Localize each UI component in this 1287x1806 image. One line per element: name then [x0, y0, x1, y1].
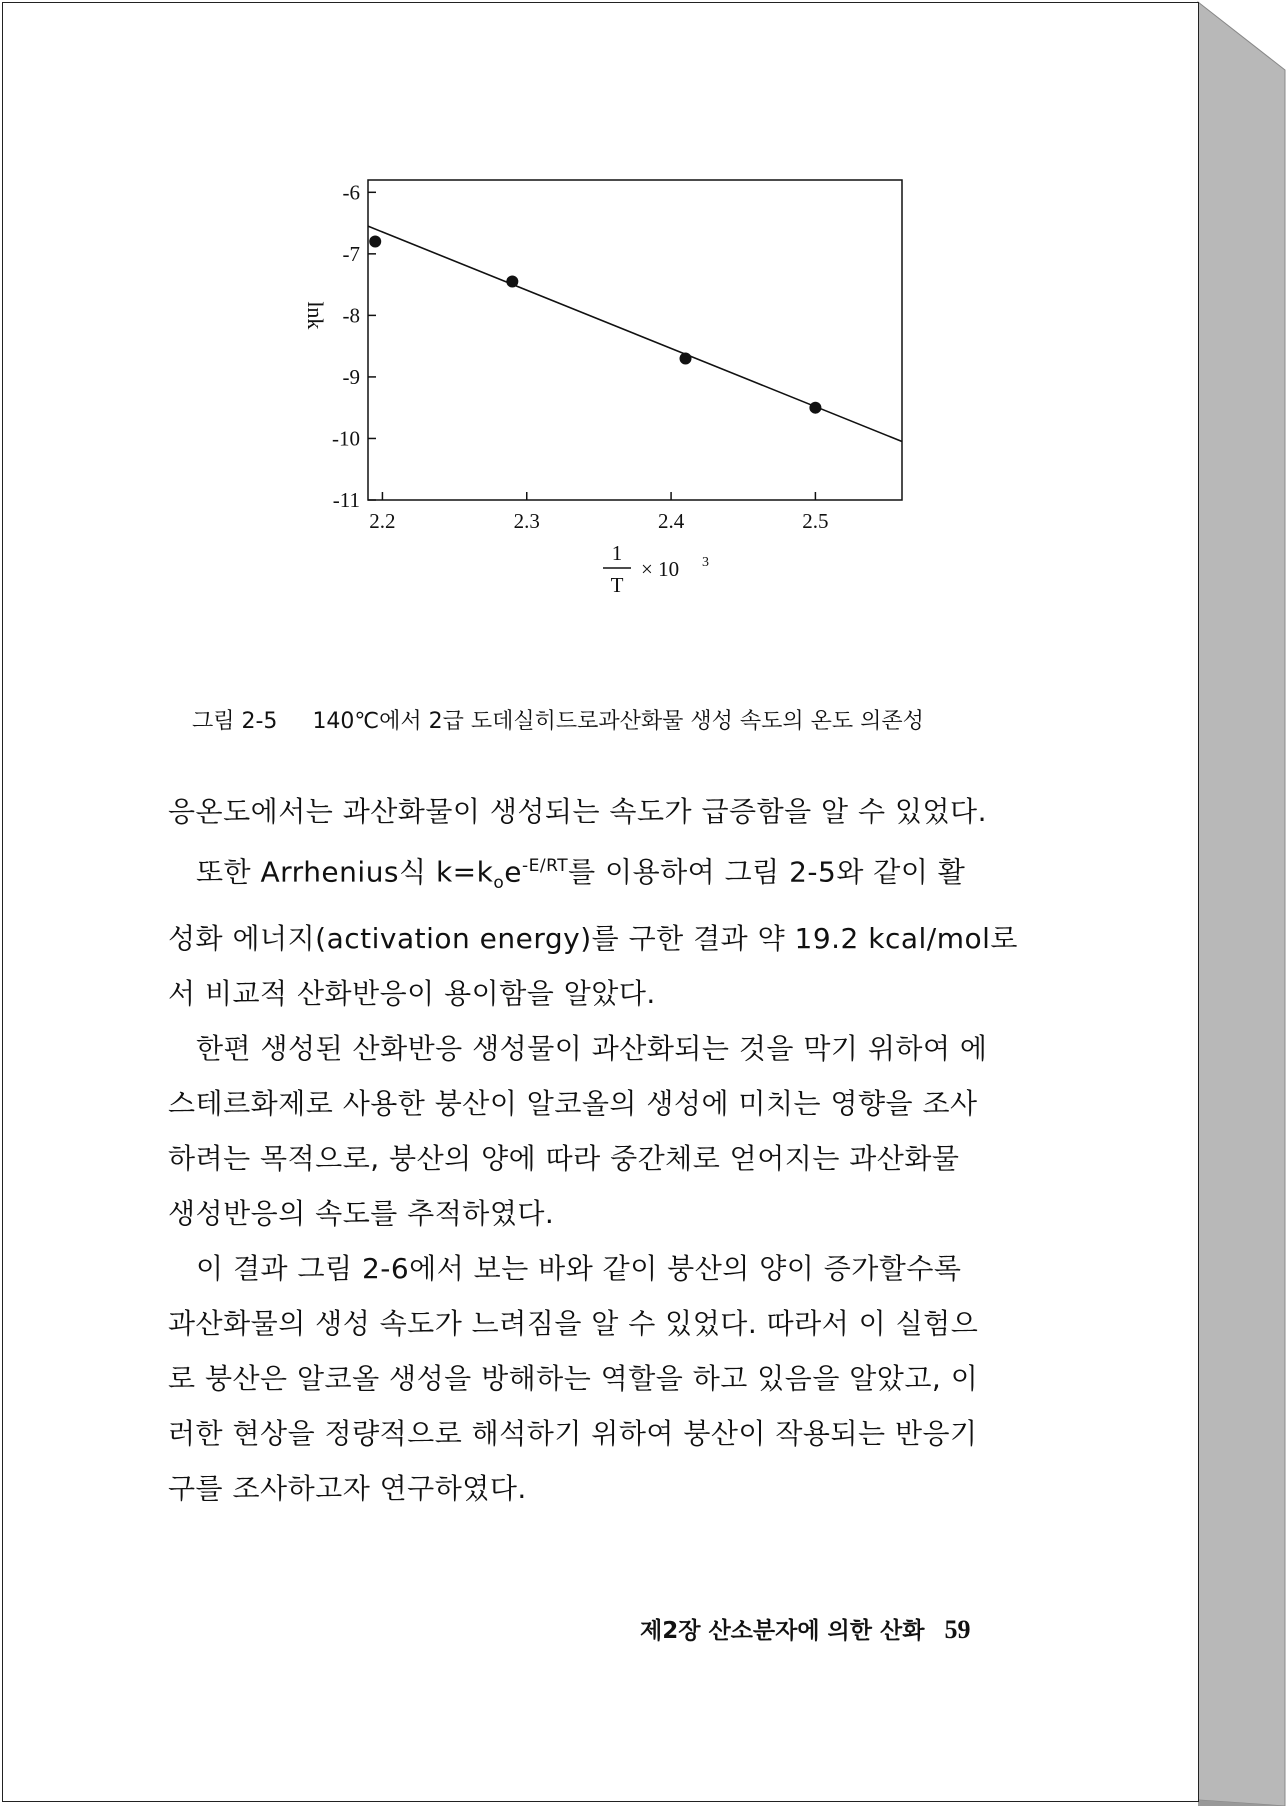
- text-line: 한편 생성된 산화반응 생성물이 과산화되는 것을 막기 위하여 에: [196, 1031, 988, 1065]
- text-line: 응온도에서는 과산화물이 생성되는 속도가 급증함을 알 수 있었다.: [168, 795, 988, 828]
- x-label-exponent: 3: [702, 555, 709, 570]
- text-line: 과산화물의 생성 속도가 느려짐을 알 수 있었다. 따라서 이 실험으: [168, 1306, 979, 1340]
- x-tick-label: 2.2: [369, 509, 396, 533]
- formula-subscript: o: [493, 872, 505, 893]
- x-tick-label: 2.4: [657, 509, 685, 533]
- caption-number: 그림 2-5: [192, 709, 278, 734]
- paragraph-3: [168, 1021, 1058, 1241]
- x-tick-label: 2.5: [802, 509, 829, 533]
- data-point: [809, 402, 821, 414]
- y-axis-label: lnk: [303, 301, 328, 330]
- formula-superscript: -E/RT: [522, 856, 569, 876]
- text-line: 서 비교적 산화반응이 용이함을 알았다.: [168, 976, 656, 1010]
- text-line: 생성반응의 속도를 추적하였다.: [168, 1196, 555, 1230]
- text-line: 하려는 목적으로, 붕산의 양에 따라 중간체로 얻어지는 과산화물: [168, 1141, 960, 1175]
- x-label-denominator: T: [610, 573, 624, 597]
- text-line: 이 결과 그림 2-6에서 보는 바와 같이 붕산의 양이 증가할수록: [196, 1251, 962, 1285]
- page-number: 59: [944, 1615, 971, 1644]
- formula-part: e: [504, 855, 523, 889]
- y-tick-label: -6: [342, 180, 360, 205]
- text-line: 구를 조사하고자 연구하였다.: [168, 1471, 527, 1505]
- y-tick-label: -10: [332, 426, 360, 451]
- plot-frame: [368, 180, 902, 500]
- data-point: [680, 352, 692, 364]
- text-line: 성화 에너지(activation energy)를 구한 결과 약 19.2 kcal/mol로: [168, 921, 1018, 955]
- formula-part: 를 이용하여 그림 2-5와 같이 활: [568, 855, 966, 889]
- data-point: [369, 236, 381, 248]
- x-tick-label: 2.3: [513, 509, 540, 533]
- paragraph-2: [168, 839, 1058, 1021]
- paragraph-1: [168, 784, 1058, 839]
- data-point: [506, 276, 518, 288]
- body-text: [168, 784, 1058, 1516]
- y-tick-label: -9: [342, 364, 360, 389]
- text-line: [168, 839, 1058, 911]
- y-tick-label: -7: [342, 241, 360, 266]
- x-label-suffix: × 10: [641, 557, 680, 581]
- text-line: 러한 현상을 정량적으로 해석하기 위하여 붕산이 작용되는 반응기: [168, 1416, 978, 1450]
- caption-text: 140℃에서 2급 도데실히드로과산화물 생성 속도의 온도 의존성: [312, 709, 924, 734]
- y-tick-label: -8: [342, 303, 360, 328]
- figure-caption: [192, 704, 1092, 735]
- formula-part: 또한 Arrhenius식 k=k: [196, 855, 494, 889]
- x-label-numerator: 1: [611, 541, 623, 565]
- arrhenius-chart: [280, 160, 920, 660]
- text-line: 스테르화제로 사용한 붕산이 알코올의 생성에 미치는 영향을 조사: [168, 1086, 978, 1120]
- chapter-title: 제2장 산소분자에 의한 산화: [640, 1618, 925, 1644]
- page-footer: [640, 1612, 1020, 1645]
- paragraph-4: [168, 1241, 1058, 1516]
- fit-line: [368, 226, 902, 441]
- y-tick-label: -11: [332, 488, 360, 512]
- text-line: 로 붕산은 알코올 생성을 방해하는 역할을 하고 있음을 알았고, 이: [168, 1361, 979, 1395]
